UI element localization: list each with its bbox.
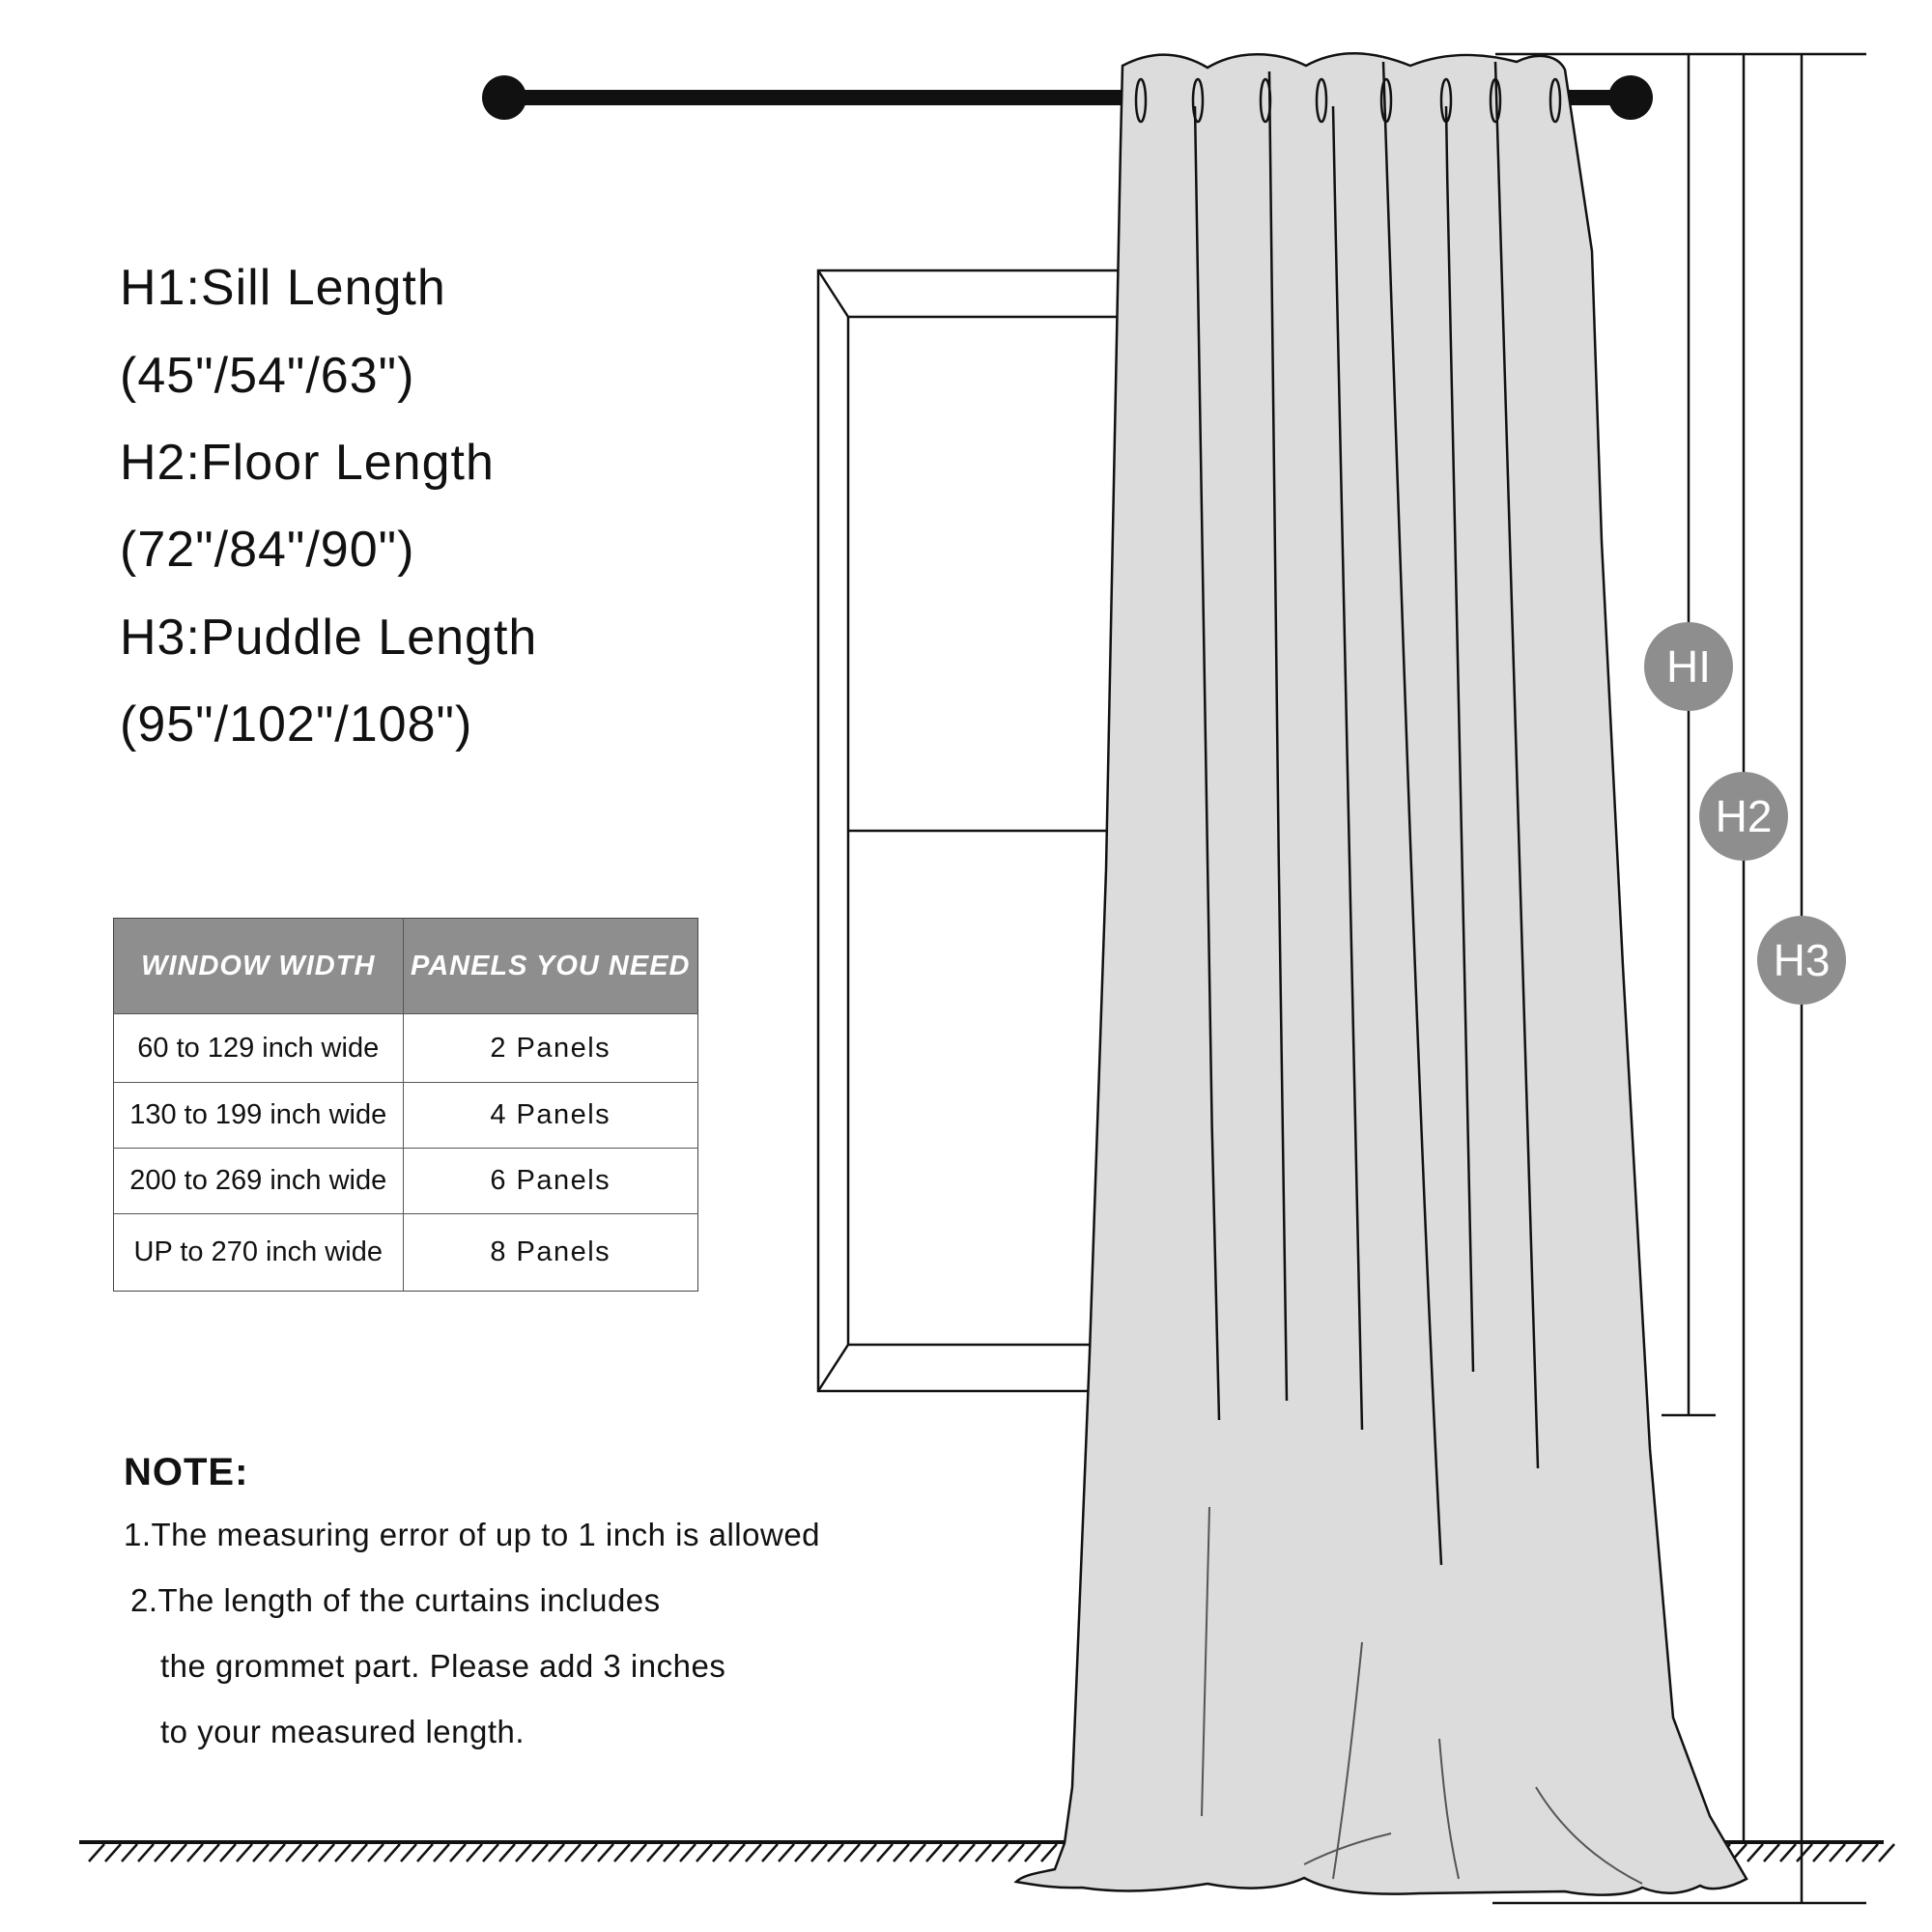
table-row bbox=[114, 1149, 698, 1214]
floor-hatch-line bbox=[861, 1844, 876, 1861]
floor-hatch-line bbox=[450, 1844, 466, 1861]
floor-hatch-line bbox=[1879, 1844, 1894, 1861]
floor-hatch-line bbox=[844, 1844, 860, 1861]
marker-h3-label: H3 bbox=[1773, 935, 1831, 985]
floor-hatch-line bbox=[483, 1844, 498, 1861]
floor-hatch-line bbox=[992, 1844, 1008, 1861]
window-frame bbox=[818, 270, 1127, 1391]
floor-hatch-line bbox=[877, 1844, 893, 1861]
panels-cell: 8 Panels bbox=[403, 1214, 697, 1292]
floor-hatch-line bbox=[467, 1844, 482, 1861]
h1-sill-length-title: H1:Sill Length bbox=[120, 260, 446, 316]
floor-hatch-line bbox=[384, 1844, 400, 1861]
floor-hatch-line bbox=[187, 1844, 203, 1861]
floor-hatch-line bbox=[270, 1844, 285, 1861]
floor-hatch-line bbox=[122, 1844, 137, 1861]
marker-h1 bbox=[1644, 622, 1733, 711]
floor-hatch-line bbox=[795, 1844, 810, 1861]
floor-hatch-line bbox=[1862, 1844, 1878, 1861]
column-header-panels: PANELS YOU NEED bbox=[403, 919, 697, 1014]
width-cell: 60 to 129 inch wide bbox=[114, 1014, 404, 1083]
floor-hatch-line bbox=[664, 1844, 679, 1861]
floor-hatch-line bbox=[319, 1844, 334, 1861]
floor-hatch-line bbox=[1780, 1844, 1796, 1861]
floor-hatch-line bbox=[910, 1844, 925, 1861]
floor-hatch-line bbox=[680, 1844, 696, 1861]
h3-puddle-length-title: H3:Puddle Length bbox=[120, 610, 538, 666]
h3-puddle-length-sizes: (95"/102"/108") bbox=[120, 696, 473, 753]
floor-hatch-line bbox=[204, 1844, 219, 1861]
floor-hatch-line bbox=[302, 1844, 318, 1861]
floor-hatch-line bbox=[105, 1844, 121, 1861]
curtain-panel bbox=[1016, 53, 1747, 1894]
marker-h3 bbox=[1757, 916, 1846, 1005]
curtain-body bbox=[1016, 53, 1747, 1894]
floor-hatch-line bbox=[417, 1844, 433, 1861]
floor-hatch-line bbox=[532, 1844, 548, 1861]
note-heading: NOTE: bbox=[124, 1451, 249, 1493]
floor-hatch-line bbox=[434, 1844, 449, 1861]
floor-hatch-line bbox=[155, 1844, 170, 1861]
floor-hatch-line bbox=[138, 1844, 154, 1861]
floor-hatch-line bbox=[582, 1844, 597, 1861]
width-cell: 130 to 199 inch wide bbox=[114, 1083, 404, 1149]
floor-hatch-line bbox=[696, 1844, 712, 1861]
floor-hatch-line bbox=[499, 1844, 515, 1861]
rod-right-finial bbox=[1608, 75, 1653, 120]
panels-cell: 2 Panels bbox=[403, 1014, 697, 1083]
note-line-2: 2.The length of the curtains includes bbox=[130, 1582, 661, 1618]
floor-hatch-line bbox=[779, 1844, 794, 1861]
note-line-4: to your measured length. bbox=[160, 1714, 526, 1749]
column-header-window-width: WINDOW WIDTH bbox=[114, 919, 404, 1014]
window-width-panels-table bbox=[113, 918, 698, 1292]
floor-hatch-line bbox=[894, 1844, 909, 1861]
floor-hatch-line bbox=[762, 1844, 778, 1861]
floor-hatch-line bbox=[516, 1844, 531, 1861]
table-row bbox=[114, 1214, 698, 1292]
h1-sill-length-sizes: (45"/54"/63") bbox=[120, 348, 415, 404]
floor-hatch-line bbox=[1830, 1844, 1845, 1861]
floor-hatch-line bbox=[926, 1844, 942, 1861]
floor-hatch-line bbox=[286, 1844, 301, 1861]
floor-hatch-line bbox=[565, 1844, 581, 1861]
marker-h2 bbox=[1699, 772, 1788, 861]
floor-hatch-line bbox=[1813, 1844, 1829, 1861]
floor-hatch-line bbox=[237, 1844, 252, 1861]
floor-hatch-line bbox=[598, 1844, 613, 1861]
floor-hatch-line bbox=[713, 1844, 728, 1861]
marker-h2-label: H2 bbox=[1715, 791, 1773, 841]
note-line-3: the grommet part. Please add 3 inches bbox=[160, 1648, 726, 1684]
floor-hatch-line bbox=[220, 1844, 236, 1861]
floor-hatch-line bbox=[614, 1844, 630, 1861]
h2-floor-length-title: H2:Floor Length bbox=[120, 435, 495, 491]
table-row bbox=[114, 1083, 698, 1149]
floor-hatch-line bbox=[171, 1844, 186, 1861]
marker-h1-label: HI bbox=[1666, 641, 1711, 692]
rod-left-finial bbox=[482, 75, 526, 120]
floor-hatch-line bbox=[352, 1844, 367, 1861]
width-cell: UP to 270 inch wide bbox=[114, 1214, 404, 1292]
floor-hatch-line bbox=[729, 1844, 745, 1861]
floor-hatch-line bbox=[368, 1844, 384, 1861]
floor-hatch-line bbox=[959, 1844, 975, 1861]
floor-hatch-line bbox=[943, 1844, 958, 1861]
floor-hatch-line bbox=[746, 1844, 761, 1861]
floor-hatch-line bbox=[647, 1844, 663, 1861]
floor-hatch-line bbox=[549, 1844, 564, 1861]
floor-hatch-line bbox=[1009, 1844, 1024, 1861]
panels-cell: 4 Panels bbox=[403, 1083, 697, 1149]
floor-hatch-line bbox=[1041, 1844, 1057, 1861]
floor-hatch-line bbox=[1764, 1844, 1779, 1861]
floor-hatch-line bbox=[89, 1844, 104, 1861]
floor-hatch-line bbox=[631, 1844, 646, 1861]
floor-hatch-line bbox=[811, 1844, 827, 1861]
floor-hatch-line bbox=[1846, 1844, 1861, 1861]
table-row bbox=[114, 1014, 698, 1083]
panels-cell: 6 Panels bbox=[403, 1149, 697, 1214]
floor-hatch-line bbox=[828, 1844, 843, 1861]
note-line-1: 1.The measuring error of up to 1 inch is allowed bbox=[124, 1517, 821, 1552]
floor-hatch-line bbox=[401, 1844, 416, 1861]
floor-hatch-line bbox=[1747, 1844, 1763, 1861]
floor-hatch-line bbox=[253, 1844, 269, 1861]
floor-hatch-line bbox=[1025, 1844, 1040, 1861]
table-header-row bbox=[114, 919, 698, 1014]
width-cell: 200 to 269 inch wide bbox=[114, 1149, 404, 1214]
floor-hatch-line bbox=[1797, 1844, 1812, 1861]
floor-hatch-line bbox=[335, 1844, 351, 1861]
floor-hatch-line bbox=[976, 1844, 991, 1861]
h2-floor-length-sizes: (72"/84"/90") bbox=[120, 522, 415, 578]
